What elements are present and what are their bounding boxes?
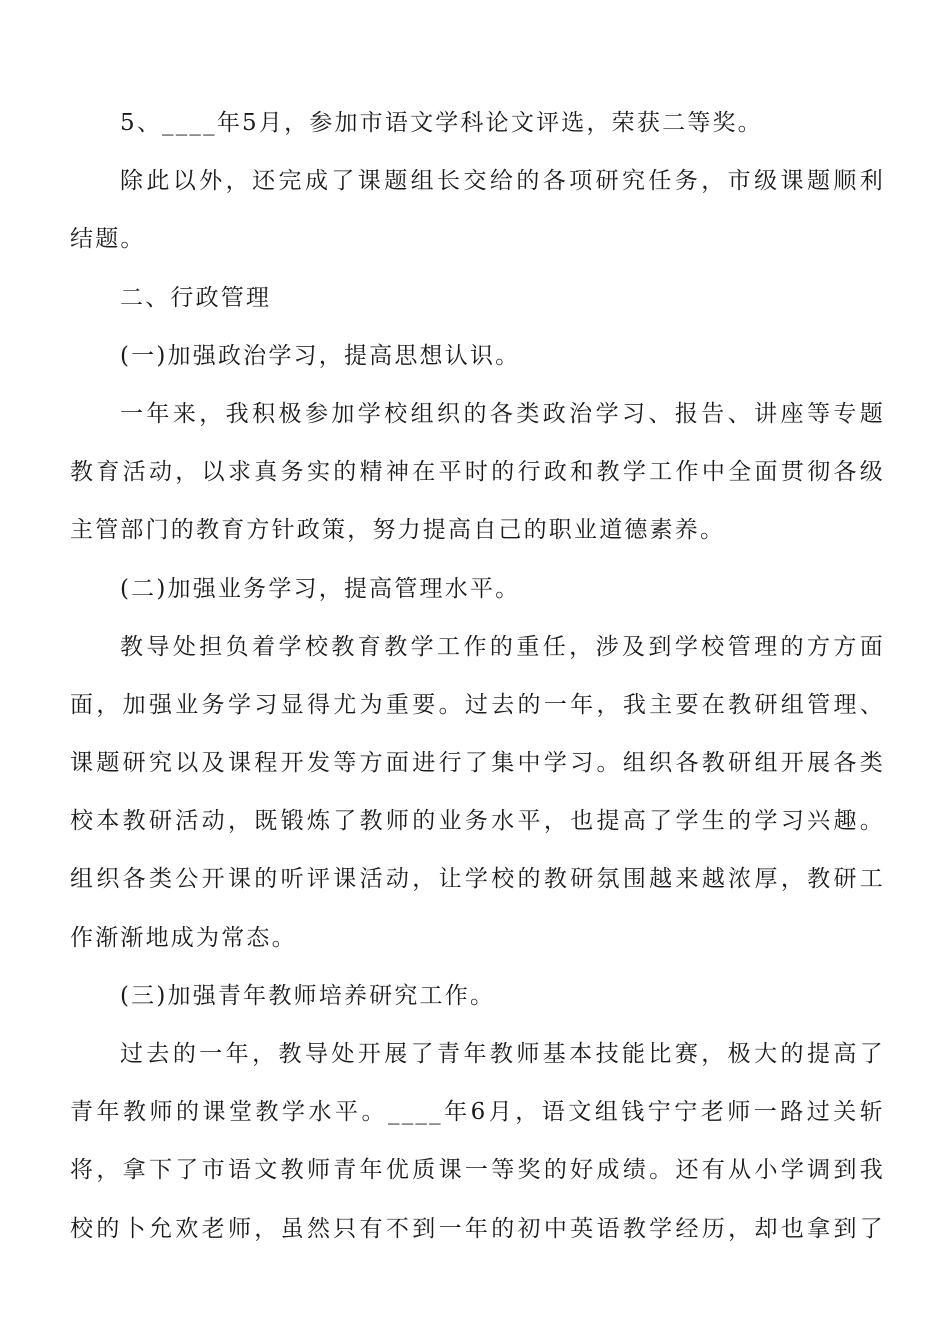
paragraph-line: 过去的一年，教导处开展了青年教师基本技能比赛，极大的提高了 [120, 1041, 885, 1067]
section-heading: 二、行政管理 [120, 284, 272, 311]
paragraph-line: 作渐渐地成为常态。 [70, 924, 297, 951]
paragraph-line: 组织各类公开课的听评课活动，让学校的教研氛围越来越浓厚，教研工 [70, 866, 885, 893]
paragraph-line: 校本教研活动，既锻炼了教师的业务水平，也提高了学生的学习兴趣。 [70, 808, 885, 835]
paragraph-line: 青年教师的课堂教学水平。____年6月，语文组钱宁宁老师一路过关斩 [70, 1099, 885, 1126]
paragraph-line: 主管部门的教育方针政策，努力提高自己的职业道德素养。 [70, 517, 726, 544]
paragraph-line: 教育活动，以求真务实的精神在平时的行政和教学工作中全面贯彻各级 [70, 459, 885, 486]
paragraph-line: 校的卜允欢老师，虽然只有不到一年的初中英语教学经历，却也拿到了 [70, 1215, 885, 1242]
subsection-heading: (二)加强业务学习，提高管理水平。 [120, 575, 521, 602]
paragraph-line: 除此以外，还完成了课题组长交给的各项研究任务，市级课题顺利 [120, 168, 885, 195]
paragraph-line: 面，加强业务学习显得尤为重要。过去的一年，我主要在教研组管理、 [70, 691, 885, 718]
paragraph-line: 将，拿下了市语文教师青年优质课一等奖的好成绩。还有从小学调到我 [70, 1157, 885, 1184]
paragraph-line: 结题。 [70, 226, 146, 253]
paragraph-line: 教导处担负着学校教育教学工作的重任，涉及到学校管理的方方面 [120, 633, 885, 660]
paragraph-line: 课题研究以及课程开发等方面进行了集中学习。组织各教研组开展各类 [70, 750, 885, 777]
document-body [70, 94, 885, 1258]
paragraph-line: 一年来，我积极参加学校组织的各类政治学习、报告、讲座等专题 [120, 400, 885, 427]
subsection-heading: (三)加强青年教师培养研究工作。 [120, 982, 496, 1009]
list-item-award: 5、____年5月，参加市语文学科论文评选，荣获二等奖。 [120, 110, 763, 136]
subsection-heading: (一)加强政治学习，提高思想认识。 [120, 342, 521, 369]
